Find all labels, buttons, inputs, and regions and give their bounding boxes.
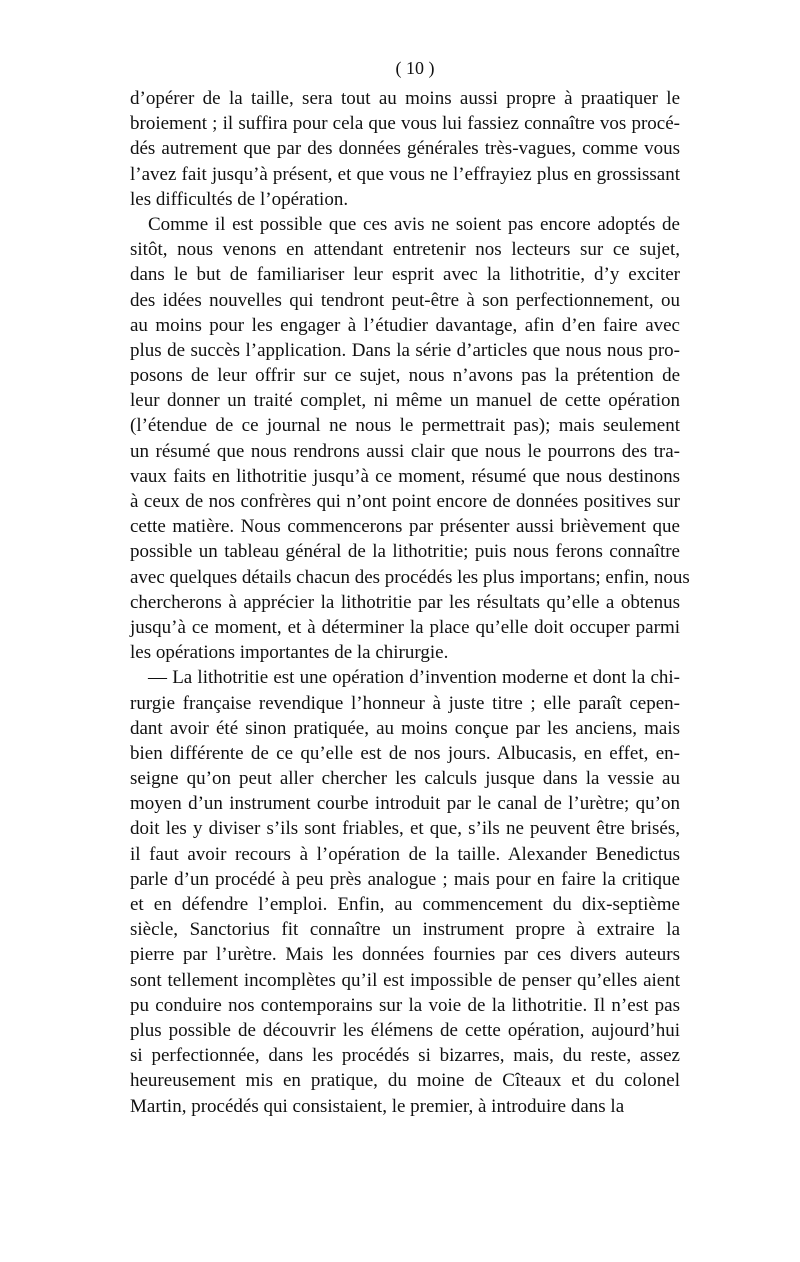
text-line: pu conduire nos contemporains sur la voie de la lithotritie. Il n’est pas xyxy=(130,994,680,1016)
paragraph xyxy=(130,212,690,665)
text-line: avec quelques détails chacun des procédés les plus importans; enfin, nous xyxy=(130,566,690,588)
text-line: rurgie française revendique l’honneur à juste titre ; elle paraît cepen- xyxy=(130,692,680,714)
text-line: cette matière. Nous commencerons par présenter aussi brièvement que xyxy=(130,516,680,538)
text-line: possible un tableau général de la lithotritie; puis nous ferons connaître xyxy=(130,541,680,563)
text-line: d’opérer de la taille, sera tout au moins aussi propre à praatiquer le xyxy=(130,88,680,109)
book-page xyxy=(130,56,690,1119)
text-line: sitôt, nous venons en attendant entretenir nos lecteurs sur ce sujet, xyxy=(130,239,680,261)
text-line: vaux faits en lithotritie jusqu’à ce moment, résumé que nous destinons xyxy=(130,465,680,487)
text-line: (l’étendue de ce journal ne nous le permettrait pas); mais seulement xyxy=(130,415,680,437)
text-line: les difficultés de l’opération. xyxy=(130,188,349,210)
text-line: seigne qu’on peut aller chercher les calculs jusque dans la vessie au xyxy=(130,768,680,790)
text-line: et en défendre l’emploi. Enfin, au commencement du dix-septième xyxy=(130,894,680,915)
text-line: un résumé que nous rendrons aussi clair que nous le pourrons des tra- xyxy=(130,440,680,462)
text-line: moyen d’un instrument courbe introduit par le canal de l’urètre; qu’on xyxy=(130,793,680,815)
text-line: sont tellement incomplètes qu’il est impossible de penser qu’elles aient xyxy=(130,969,680,991)
text-line: dés autrement que par des données générales très-vagues, comme vous xyxy=(130,138,680,160)
text-line: doit les y diviser s’ils sont friables, et que, s’ils ne peuvent être brisés, xyxy=(130,818,680,840)
page-number: ( 10 ) xyxy=(395,58,435,78)
text-line: broiement ; il suffira pour cela que vous lui fassiez connaître vos procé- xyxy=(130,113,680,135)
text-line: à ceux de nos confrères qui n’ont point encore de données positives sur xyxy=(130,491,680,512)
text-line: plus de succès l’application. Dans la série d’articles que nous nous pro- xyxy=(130,339,680,361)
text-line: pierre par l’urètre. Mais les données fournies par ces divers auteurs xyxy=(130,944,680,966)
text-line: bien différente de ce qu’elle est de nos jours. Albucasis, en effet, en- xyxy=(130,742,680,764)
text-line: leur donner un traité complet, ni même un manuel de cette opération xyxy=(130,390,680,412)
paragraph xyxy=(130,86,680,212)
text-line: l’avez fait jusqu’à présent, et que vous ne l’effrayiez plus en grossissant xyxy=(130,163,680,185)
text-line: Comme il est possible que ces avis ne soient pas encore adoptés de xyxy=(148,213,680,235)
text-line: plus possible de découvrir les élémens de cette opération, aujourd’hui xyxy=(130,1019,680,1041)
text-line: posons de leur offrir sur ce sujet, nous n’avons pas la prétention de xyxy=(130,365,680,387)
text-line: chercherons à apprécier la lithotritie par les résultats qu’elle a obtenus xyxy=(130,591,680,613)
text-line: Martin, procédés qui consistaient, le premier, à introduire dans la xyxy=(130,1095,625,1117)
text-line: heureusement mis en pratique, du moine de Cîteaux et du colonel xyxy=(130,1070,680,1092)
text-line: — La lithotritie est une opération d’invention moderne et dont la chi- xyxy=(148,667,680,689)
text-line: dant avoir été sinon pratiquée, au moins conçue par les anciens, mais xyxy=(130,717,680,739)
text-line: il faut avoir recours à l’opération de la taille. Alexander Benedictus xyxy=(130,843,680,865)
text-line: les opérations importantes de la chirurgie. xyxy=(130,642,449,664)
paragraph xyxy=(130,665,680,1118)
text-line: parle d’un procédé à peu près analogue ; mais pour en faire la critique xyxy=(130,868,680,890)
text-line: au moins pour les engager à l’étudier davantage, afin d’en faire avec xyxy=(130,314,680,336)
text-line: dans le but de familiariser leur esprit avec la lithotritie, d’y exciter xyxy=(130,264,680,286)
text-line: jusqu’à ce moment, et à déterminer la place qu’elle doit occuper parmi xyxy=(130,616,680,638)
body-text xyxy=(130,86,690,1119)
text-line: siècle, Sanctorius fit connaître un instrument propre à extraire la xyxy=(130,919,680,941)
text-line: si perfectionnée, dans les procédés si bizarres, mais, du reste, assez xyxy=(130,1045,680,1067)
text-line: des idées nouvelles qui tendront peut-être à son perfectionnement, ou xyxy=(130,289,680,311)
